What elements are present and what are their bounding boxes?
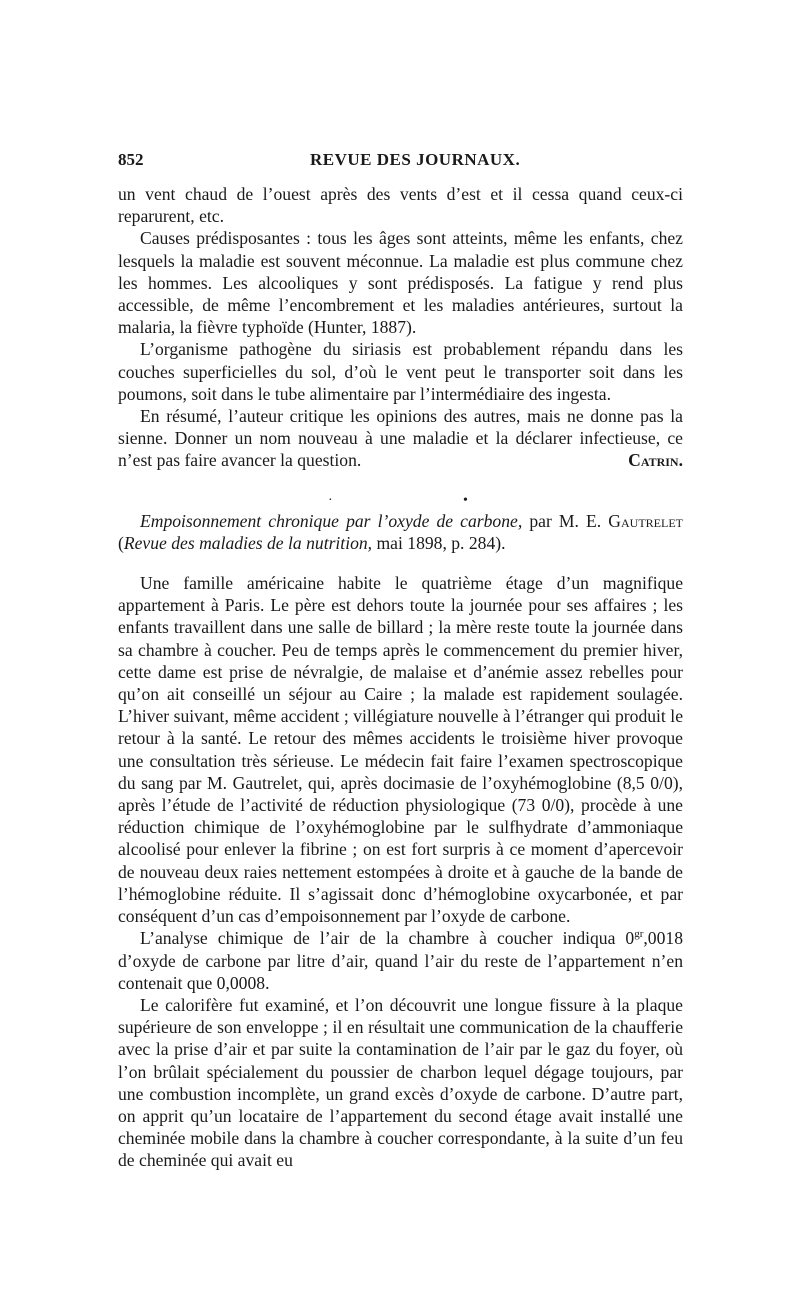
analysis-text-a: L’analyse chimique de l’air de la chambre à coucher indiqua 0	[140, 928, 635, 949]
separator-dot: •	[463, 492, 468, 508]
article-title: Empoisonnement chronique par l’oxyde de carbone,	[140, 510, 523, 531]
article-ref-rest: mai 1898, p. 284).	[372, 532, 506, 553]
separator-dot: ·	[328, 492, 333, 508]
article-author: Gautrelet	[608, 510, 683, 531]
analysis-text-b: ,0018 d’oxyde de carbone par litre d’air, quand l’air du reste de l’appartement n’en contenait que 0,0008.	[118, 928, 683, 993]
section-separator	[118, 472, 683, 510]
unit-superscript: gr	[634, 928, 644, 941]
page-header	[118, 150, 683, 174]
paragraph-continued: un vent chaud de l’ouest après des vents d’est et il cessa quand ceux-ci reparurent, etc.	[118, 184, 683, 227]
paragraph-resume	[118, 405, 683, 472]
page-content	[118, 183, 683, 1172]
paragraph-calorifere: Le calorifère fut examiné, et l’on découvrit une longue fissure à la plaque supérieure de son enveloppe ; il en résultait une communication de la chaufferie avec la prise d’air et par suite la contamination de l’air par le gaz du foyer, où l’on brûlait spécialement du poussier de charbon lequel dégage toujours, par une combustion incomplète, un grand excès d’oxyde de carbone. D’autre part, on apprit qu’un locataire de l’appartement du second étage avait installé une cheminée mobile dans la chambre à coucher correspondante, à la suite d’un feu de cheminée qui avait eu	[118, 994, 683, 1171]
page-number: 852	[118, 150, 144, 169]
resume-text: En résumé, l’auteur critique les opinions des autres, mais ne donne pas la sienne. Donner un nom nouveau à une maladie et la déclarer infectieuse, ce n’est pas faire avancer la question.	[118, 406, 683, 471]
paragraph-analysis	[118, 927, 683, 994]
signature: Catrin.	[628, 450, 683, 471]
article-ref-open: (	[118, 532, 124, 553]
article-journal: Revue des maladies de la nutrition,	[123, 532, 373, 553]
article-heading	[118, 510, 683, 554]
paragraph-causes: Causes prédisposantes : tous les âges sont atteints, même les enfants, chez lesquels la maladie est souvent méconnue. La maladie est plus commune chez les hommes. Les alcooliques y sont prédisposés. La fatigue y rend plus accessible, de même l’encombrement et les maladies antérieures, surtout la malaria, la fièvre typhoïde (Hunter, 1887).	[118, 228, 683, 338]
paragraph-case: Une famille américaine habite le quatrième étage d’un magnifique appartement à Paris. Le père est dehors toute la journée pour ses affaires ; les enfants travaillent dans une salle de billard ; la mère reste toute la journée dans sa chambre à coucher. Peu de temps après le commencement du premier hiver, cette dame est prise de névralgie, de malaise et d’anémie assez rebelles pour qu’on ait conseillé un séjour au Caire ; la malade est rapidement soulagée. L’hiver suivant, même accident ; villégiature nouvelle à l’étranger qui produit le retour à la santé. Le retour des mêmes accidents le troisième hiver provoque une consultation très sérieuse. Le médecin fait faire l’examen spectroscopique du sang par M. Gautrelet, qui, après docimasie de l’oxyhémoglobine (8,5 0/0), après l’étude de l’activité de réduction physiologique (73 0/0), procède à une réduction chimique de l’oxyhémoglobine par le sulfhydrate d’ammoniaque alcoolisé pour enlever la fibrine ; on est fort surpris à ce moment d’apercevoir de nouveau deux raies nettement estompées à droite et à gauche de la bande de l’hémoglobine réduite. Il s’agissait donc d’hémoglobine oxycarbonée, et par conséquent d’un cas d’empoisonnement par l’oxyde de carbone.	[118, 573, 683, 927]
paragraph-organisme: L’organisme pathogène du siriasis est probablement répandu dans les couches superficielles du sol, d’où le vent peut le transporter soit dans les poumons, soit dans le tube alimentaire par l’intermédiaire des ingesta.	[118, 339, 683, 404]
running-title: REVUE DES JOURNAUX.	[310, 150, 521, 169]
spacer	[118, 554, 683, 572]
article-by: par M. E.	[522, 510, 609, 531]
